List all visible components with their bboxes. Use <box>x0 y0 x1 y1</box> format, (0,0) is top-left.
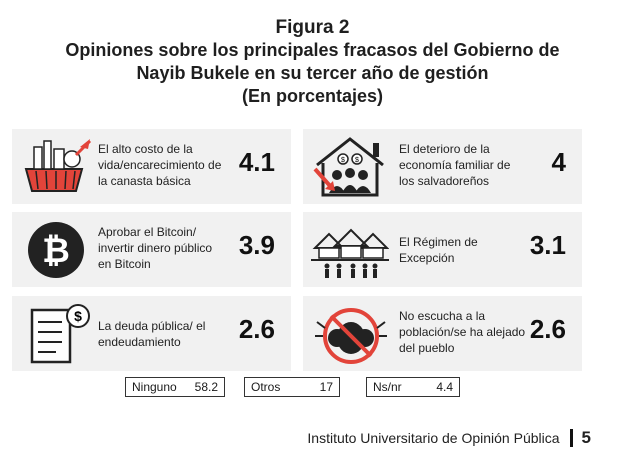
no-listening-icon <box>311 302 389 366</box>
data-label-state-of-exception: 3.1 <box>529 230 566 260</box>
svg-text:$: $ <box>355 157 359 164</box>
card-not-listening <box>303 296 582 371</box>
others-nsnr <box>366 377 460 397</box>
svg-text:₿: ₿ <box>42 232 70 270</box>
data-label-family-economy: 4 <box>551 147 566 177</box>
data-label-cost-of-living: 4.1 <box>238 147 275 177</box>
debt-document-icon <box>20 302 98 366</box>
card-label: El alto costo de la vida/encarecimiento de la canasta básica <box>98 142 222 188</box>
figure-title <box>0 16 625 108</box>
page-footer <box>307 428 591 448</box>
card-public-debt <box>12 296 291 371</box>
title-line-2: Nayib Bukele en su tercer año de gestión <box>136 63 489 83</box>
card-state-of-exception <box>303 212 582 287</box>
footer-divider <box>570 429 573 447</box>
page-number: 5 <box>581 428 591 447</box>
card-label: No escucha a la población/se ha alejado del pueblo <box>399 309 526 355</box>
card-cost-of-living <box>12 129 291 204</box>
houses-detainees-icon <box>311 218 389 282</box>
others-label: Otros <box>251 380 281 394</box>
others-value: 58.2 <box>194 380 218 394</box>
others-label: Ninguno <box>132 380 177 394</box>
others-otros <box>244 377 340 397</box>
card-label: Aprobar el Bitcoin/ invertir dinero público en Bitcoin <box>98 225 213 271</box>
shopping-basket-icon <box>20 135 98 199</box>
card-bitcoin <box>12 212 291 287</box>
bitcoin-icon <box>20 218 98 282</box>
family-house-icon <box>311 135 389 199</box>
data-label-not-listening: 2.6 <box>529 314 566 344</box>
svg-text:$: $ <box>341 157 345 164</box>
others-value: 4.4 <box>436 380 453 394</box>
others-value: 17 <box>319 380 333 394</box>
title-line-1: Opiniones sobre los principales fracasos del Gobierno de <box>65 40 560 60</box>
card-label: El Régimen de Excepción <box>399 235 478 265</box>
figure-number: Figura 2 <box>275 17 350 38</box>
card-family-economy <box>303 129 582 204</box>
others-label: Ns/nr <box>373 380 402 394</box>
unit-label: (En porcentajes) <box>241 86 384 106</box>
svg-text:$: $ <box>74 308 82 324</box>
data-label-public-debt: 2.6 <box>238 314 275 344</box>
data-label-bitcoin: 3.9 <box>238 230 275 260</box>
others-ninguno <box>125 377 225 397</box>
footer-institution: Instituto Universitario de Opinión Pública <box>307 430 560 446</box>
card-label: El deterioro de la economía familiar de los salvadoreños <box>399 142 511 188</box>
card-label: La deuda pública/ el endeudamiento <box>98 319 206 349</box>
